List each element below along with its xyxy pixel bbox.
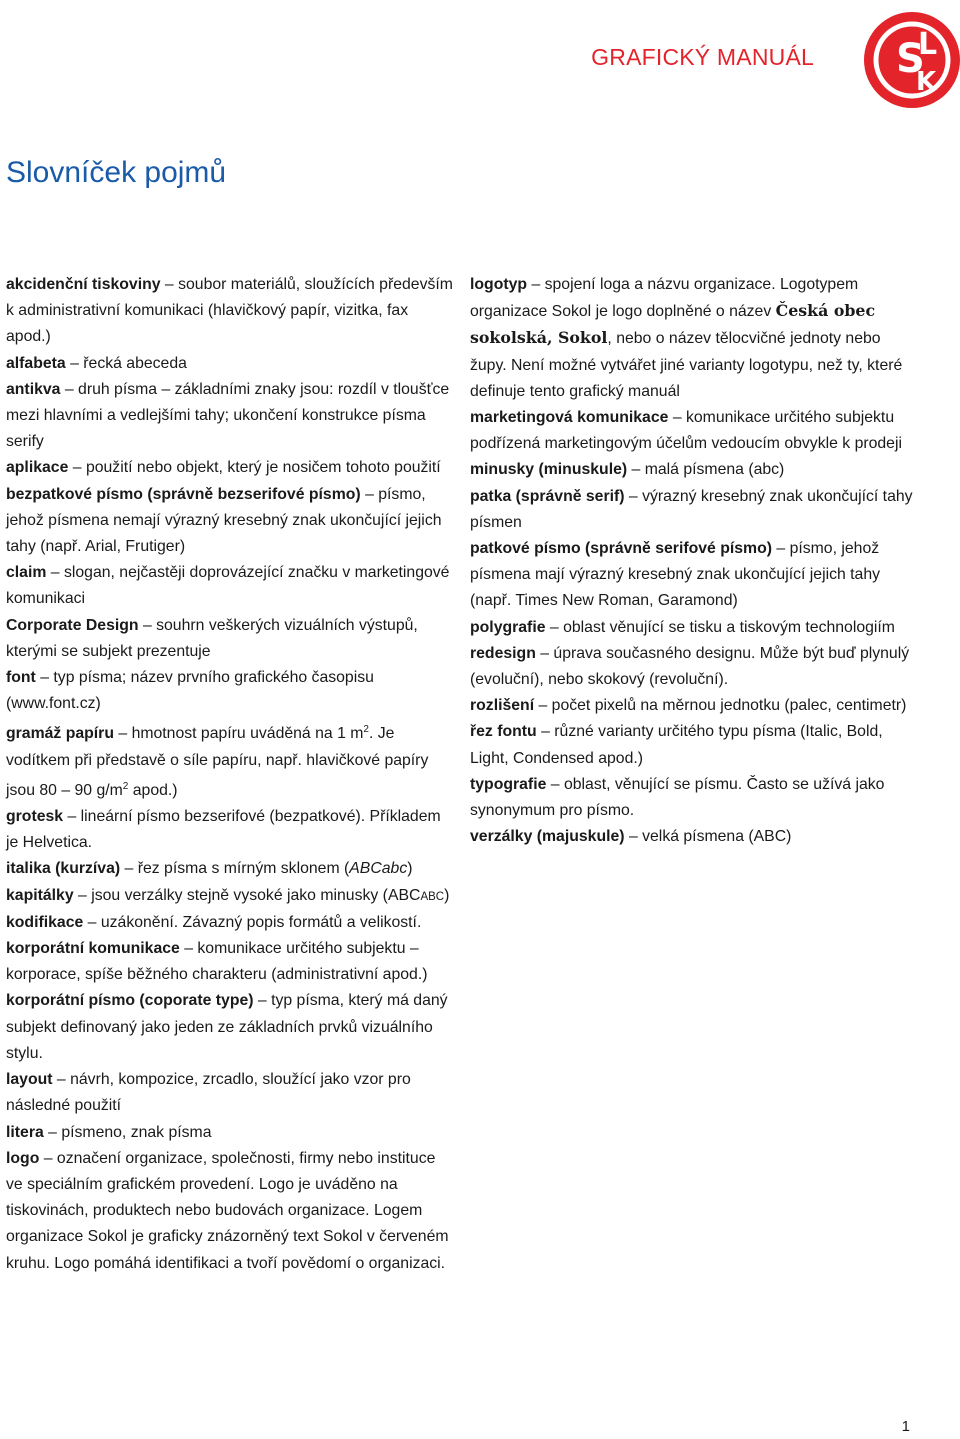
italic-sample: ABCabc — [349, 860, 408, 878]
glossary-entry — [470, 824, 918, 850]
entry-dash: – — [164, 276, 174, 293]
entry-term: font — [6, 669, 36, 687]
entry-term: layout — [6, 1071, 53, 1089]
entry-dash: – — [124, 860, 134, 878]
entry-term: bezpatkové písmo (správně bezserifové písmo) — [6, 485, 361, 503]
entry-dash: – — [540, 644, 550, 662]
entry-dash: – — [628, 487, 638, 505]
sokol-logo-icon — [856, 8, 960, 112]
entry-dash: – — [184, 940, 193, 958]
entry-term: řez fontu — [470, 723, 537, 741]
entry-dash: – — [142, 616, 152, 634]
entry-term: italika (kurzíva) — [6, 860, 121, 878]
entry-dash: – — [538, 697, 548, 715]
glossary-entry — [6, 665, 456, 717]
superscript: 2 — [363, 724, 369, 736]
brand-name: Česká obec sokolská, Sokol — [470, 301, 876, 348]
entry-definition: oblast, věnující se písmu. Často se užívá jako synonymum pro písmo. — [470, 775, 885, 820]
entry-definition: jsou verzálky stejně vysoké jako minusky (ABC — [91, 886, 421, 904]
entry-definition: oblast věnující se tisku a tiskovým technologiím — [563, 618, 895, 636]
glossary-entry — [6, 1067, 456, 1119]
entry-definition: druh písma – základními znaky jsou: rozdíl v tloušťce mezi hlavními a vedlejšími tahy; ukončení konstrukce písma serify — [6, 380, 450, 451]
entry-definition: písmo, jehož písmena mají výrazný kresebný znak ukončující jejich tahy (např. Times New Roman, Garamond) — [470, 540, 881, 610]
glossary-entry — [470, 536, 918, 615]
entry-dash: – — [550, 775, 560, 793]
entry-dash: – — [776, 540, 786, 558]
entry-term: gramáž papíru — [6, 725, 114, 743]
glossary-entry — [6, 1146, 456, 1277]
entry-term: logo — [6, 1149, 40, 1167]
entry-term: kodifikace — [6, 913, 84, 931]
entry-definition: malá písmena (abc) — [644, 461, 785, 479]
entry-dash: – — [628, 828, 638, 846]
entry-dash: – — [541, 723, 550, 741]
glossary-entry — [470, 457, 918, 483]
entry-dash: – — [48, 1123, 57, 1141]
glossary-entry — [470, 405, 918, 457]
glossary-entry — [6, 856, 456, 882]
entry-definition: soubor materiálů, sloužících především k administrativní komunikaci (hlavičkový papír, vizitka, fax apod.) — [6, 276, 453, 346]
entry-term: polygrafie — [470, 618, 546, 636]
entry-definition: slogan, nejčastěji doprovázející značku v marketingové komunikaci — [6, 564, 450, 608]
entry-term: aplikace — [6, 459, 69, 477]
entry-definition-end: ) — [444, 886, 450, 904]
svg-text:L: L — [918, 27, 938, 62]
entry-definition: hmotnost papíru uváděná na 1 m — [131, 725, 364, 743]
entry-term: Corporate Design — [6, 616, 139, 634]
entry-definition: použití nebo objekt, který je nosičem tohoto použití — [85, 459, 441, 477]
entry-dash: – — [67, 808, 77, 826]
glossary-entry — [470, 719, 918, 771]
glossary-entry — [6, 351, 456, 377]
page-number: 1 — [901, 1418, 910, 1435]
entry-definition: počet pixelů na měrnou jednotku (palec, centimetr) — [551, 697, 907, 715]
entry-dash: – — [50, 564, 60, 582]
entry-term: alfabeta — [6, 354, 66, 372]
entry-term: korporátní písmo (coporate type) — [6, 992, 254, 1010]
glossary-entry — [470, 693, 918, 719]
entry-definition: velká písmena (ABC) — [642, 828, 792, 846]
glossary-entry — [6, 1120, 456, 1146]
glossary-entry — [470, 641, 918, 693]
glossary-entry — [6, 272, 456, 351]
entry-dash: – — [631, 461, 641, 479]
header-title: GRAFICKÝ MANUÁL — [591, 44, 814, 70]
glossary-entry — [6, 910, 456, 936]
entry-dash: – — [40, 669, 50, 687]
glossary-entry — [6, 377, 456, 456]
entry-definition: typ písma, který má daný subjekt definovaný jako jeden ze základních prvků vizuálního stylu. — [6, 992, 448, 1062]
entry-dash: – — [43, 1149, 53, 1167]
entry-definition-cont: . Je vodítkem při představě o síle papíru, např. hlavičkové papíry jsou 80 – 90 g/m — [6, 725, 429, 799]
glossary-entry — [470, 484, 918, 536]
entry-term: antikva — [6, 380, 61, 398]
entry-term: typografie — [470, 775, 547, 793]
entry-term: redesign — [470, 644, 536, 662]
entry-definition: komunikace určitého subjektu podřízená marketingovým účelům vedoucím obvykle k prodeji — [470, 409, 902, 453]
svg-text:K: K — [916, 67, 937, 97]
glossary-entry — [6, 988, 456, 1067]
entry-dash: – — [87, 913, 97, 931]
glossary-right-column — [470, 272, 918, 850]
entry-definition: různé varianty určitého typu písma (Italic, Bold, Light, Condensed apod.) — [470, 723, 883, 767]
entry-dash: – — [70, 354, 79, 372]
entry-definition: úprava současného designu. Může být buď plynulý (evoluční), nebo skokový (revoluční). — [470, 644, 910, 689]
glossary-entry — [6, 613, 456, 665]
smallcaps-sample: ABC — [420, 890, 445, 903]
entry-term: marketingová komunikace — [470, 409, 669, 427]
entry-dash: – — [118, 725, 128, 743]
entry-dash: – — [531, 276, 541, 293]
entry-definition-end: ) — [407, 860, 413, 878]
entry-dash: – — [365, 485, 374, 503]
entry-term: patka (správně serif) — [470, 487, 625, 505]
entry-term: litera — [6, 1123, 44, 1141]
page-title: Slovníček pojmů — [6, 156, 227, 189]
entry-definition: komunikace určitého subjektu – korporace, spíše běžného charakteru (administrativní apod.) — [6, 940, 428, 984]
entry-dash: – — [72, 459, 82, 477]
entry-dash: – — [78, 886, 87, 904]
entry-definition-end: apod.) — [128, 781, 178, 799]
entry-definition: písmeno, znak písma — [61, 1123, 212, 1141]
entry-term: minusky (minuskule) — [470, 461, 628, 479]
entry-definition: řecká abeceda — [83, 354, 187, 372]
entry-term: logotyp — [470, 276, 528, 293]
glossary-entry — [6, 804, 456, 856]
entry-term: verzálky (majuskule) — [470, 828, 625, 846]
entry-dash: – — [672, 409, 682, 427]
entry-term: claim — [6, 564, 47, 582]
entry-term: grotesk — [6, 808, 64, 826]
glossary-entry — [470, 615, 918, 641]
entry-dash: – — [56, 1071, 66, 1089]
entry-definition: typ písma; název prvního grafického časopisu (www.font.cz) — [6, 669, 374, 713]
entry-definition: označení organizace, společnosti, firmy nebo instituce ve speciálním grafickém provedení. Logo je uváděno na tiskovinách, produktech nebo budovách organizace. Logem organizace Sokol je graficky znázorněný text Sokol v červeném kruhu. Logo pomáhá identifikaci a tvoří povědomí o organizaci. — [6, 1149, 449, 1272]
entry-definition: návrh, kompozice, zrcadlo, sloužící jako vzor pro následné použití — [6, 1071, 411, 1115]
entry-definition: lineární písmo bezserifové (bezpatkové). Příkladem je Helvetica. — [6, 808, 441, 852]
glossary-entry — [6, 936, 456, 988]
entry-term: patkové písmo (správně serifové písmo) — [470, 540, 772, 558]
entry-term: rozlišení — [470, 697, 535, 715]
entry-dash: – — [64, 380, 74, 398]
superscript: 2 — [122, 780, 129, 792]
glossary-left-column — [6, 272, 456, 1277]
glossary-entry — [6, 717, 456, 804]
entry-definition: spojení loga a názvu organizace. Logotypem organizace Sokol je logo doplněné o název — [470, 276, 859, 321]
entry-definition: řez písma s mírným sklonem ( — [137, 860, 350, 878]
entry-definition: výrazný kresebný znak ukončující tahy písmen — [470, 487, 913, 531]
glossary-entry — [6, 560, 456, 612]
entry-term: akcidenční tiskoviny — [6, 276, 161, 293]
entry-dash: – — [549, 618, 559, 636]
entry-term: korporátní komunikace — [6, 940, 180, 958]
entry-term: kapitálky — [6, 886, 74, 904]
glossary-entry — [470, 772, 918, 824]
glossary-entry — [6, 455, 456, 481]
glossary-entry — [6, 883, 456, 910]
glossary-entry — [470, 272, 918, 405]
glossary-entry — [6, 482, 456, 561]
entry-dash: – — [257, 992, 267, 1010]
entry-definition: písmo, jehož písmena nemají výrazný kresebný znak ukončující jejich tahy (např. Arial, Frutiger) — [6, 485, 442, 556]
entry-definition: souhrn veškerých vizuálních výstupů, kterými se subjekt prezentuje — [6, 616, 418, 660]
svg-text:S: S — [896, 36, 925, 82]
entry-definition: uzákonění. Závazný popis formátů a velikostí. — [100, 913, 422, 931]
entry-definition-end: , nebo o název tělocvičné jednoty nebo župy. Není možné vytvářet jiné varianty logotypu, než ty, které definuje tento grafický manuál — [470, 330, 903, 400]
